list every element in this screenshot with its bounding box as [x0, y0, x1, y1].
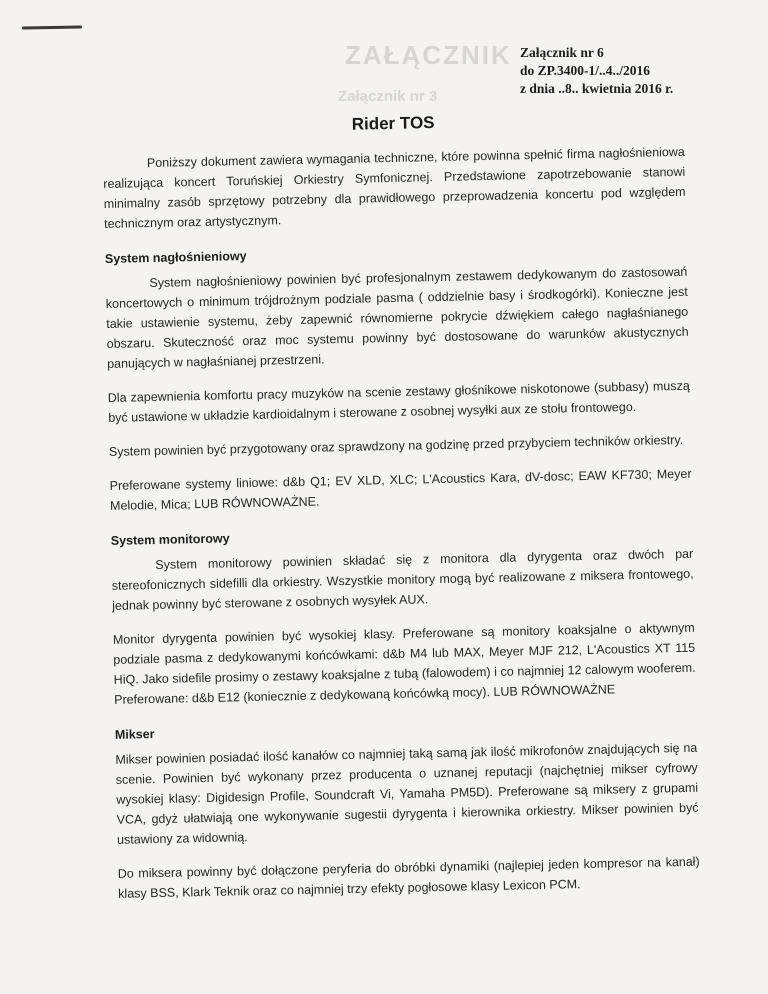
paragraph: System nagłośnieniowy powinien być profesjonalnym zestawem dedykowanym do zastosowań koncertowych o minimum trójdrożnym podziale pasma ( oddzielnie basy i środkogórki). Konieczne jest takie ustawienie systemu, żeby zapewnić równomierne pokrycie dźwiękiem całego nagłaśnianego obszaru. Skuteczność oraz moc systemu powinny być dostosowane do warunków akustycznych panujących w nagłaśnianej przestrzeni.	[105, 264, 689, 371]
section-heading-monitor-system: System monitorowy	[110, 531, 230, 548]
attachment-header	[520, 44, 673, 98]
attachment-number: Załącznik nr 6	[520, 45, 604, 60]
reference-number: do ZP.3400-1/..4../2016	[520, 63, 651, 78]
section-heading-sound-system: System nagłośnieniowy	[104, 249, 247, 266]
document-title: Rider TOS	[351, 113, 435, 134]
paragraph: System monitorowy powinien składać się z monitora dla dyrygenta oraz dwóch par stereofonicznych sidefilli dla orkiestry. Wszystkie monitory mogą być realizowane z miksera frontowego, jednak powinny być sterowane z osobnych wysyłek AUX.	[111, 546, 694, 613]
section-heading-mixer: Mikser	[114, 727, 155, 742]
scan-mark	[22, 25, 82, 29]
document-body	[102, 108, 701, 918]
document-date: z dnia ..8.. kwietnia 2016 r.	[520, 81, 674, 96]
paragraph: Dla zapewnienia komfortu pracy muzyków na scenie zestawy głośnikowe niskotonowe (subbasy) muszą być ustawione w układzie kardioidalnym i sterowane z osobnej wysyłki aux ze stołu frontowego.	[107, 378, 690, 425]
intro-paragraph: Poniższy dokument zawiera wymagania techniczne, które powinna spełnić firma nagłośnieniowa realizująca koncert Toruńskiej Orkiestry Symfonicznej. Przedstawione zapotrzebowanie stanowi minimalny zasób sprzętowy potrzebny dla prawidłowego przeprowadzenia koncertu pod względem technicznym oraz artystycznym.	[103, 144, 686, 231]
paragraph: Mikser powinien posiadać ilość kanałów co najmniej taką samą jak ilość mikrofonów znajdujących się na scenie. Powinien być wykonany przez producenta o uznanej reputacji (najchętniej mikser cyfrowy wysokiej klasy: Digidesign Profile, Soundcraft Vi, Yamaha PM5D). Preferowane są miksery z grupami VCA, gdyż ułatwiają one wykonywanie sugestii dyrygenta i kierownika orkiestry. Mikser powinien być ustawiony za widownią.	[115, 740, 699, 847]
bleed-through-heading: Załącznik nr 3	[338, 88, 438, 105]
paragraph: Monitor dyrygenta powinien być wysokiej klasy. Preferowane są monitory koaksjalne o aktywnym podziale pasma z dedykowanymi końcówkami: d&b M4 lub MAX, Meyer MJF 212, L'Acoustics XT 115 HiQ. Jako sidefile prosimy o zestawy koaksjalne z tubą (falowodem) i co najmniej 12 calowym wooferem. Preferowane: d&b E12 (koniecznie z dedykowaną końcówką mocy). LUB RÓWNOWAŻNE	[112, 620, 696, 707]
paragraph: System powinien być przygotowany oraz sprawdzony na godzinę przed przybyciem techników orkiestry.	[108, 432, 684, 459]
paragraph: Do miksera powinny być dołączone peryferia do obróbki dynamiki (najlepiej jeden kompresor na kanał) klasy BSS, Klark Teknik oraz co najmniej trzy efekty pogłosowe klasy Lexicon PCM.	[117, 854, 700, 901]
bleed-through-stamp: ZAŁĄCZNIK	[345, 40, 512, 70]
paragraph: Preferowane systemy liniowe: d&b Q1; EV XLD, XLC; L'Acoustics Kara, dV-dosc; EAW KF730; Meyer Melodie, Mica; LUB RÓWNOWAŻNE.	[109, 466, 692, 513]
